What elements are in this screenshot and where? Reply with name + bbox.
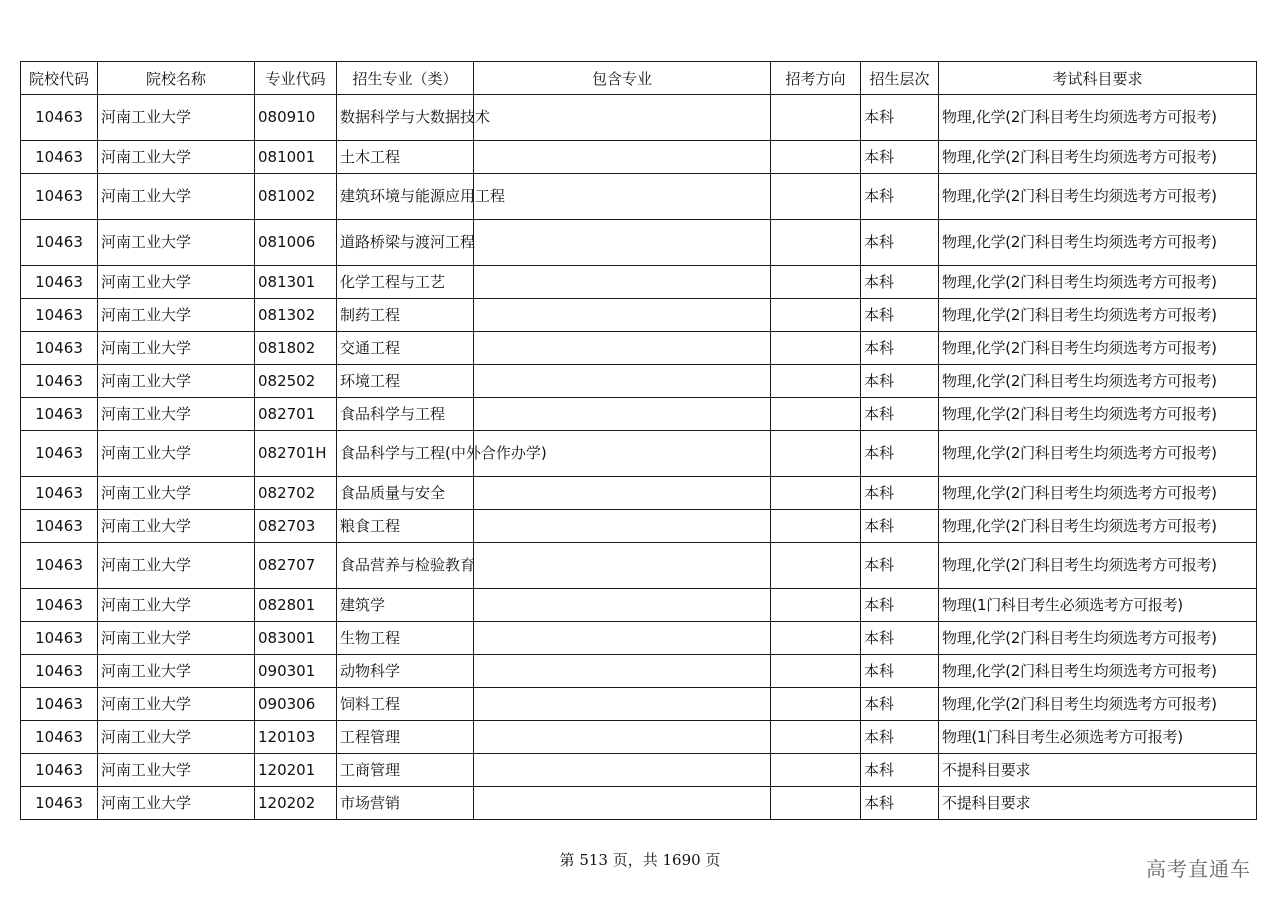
cell-school-name: 河南工业大学 — [98, 141, 255, 174]
table-row — [21, 721, 1257, 754]
cell-level: 本科 — [861, 299, 939, 332]
cell-school-code: 10463 — [21, 365, 98, 398]
table-body — [21, 95, 1257, 820]
cell-included-majors — [474, 688, 771, 721]
cell-subject-requirements: 物理,化学(2门科目考生均须选考方可报考) — [939, 141, 1257, 174]
cell-school-code: 10463 — [21, 477, 98, 510]
cell-level: 本科 — [861, 589, 939, 622]
table-row — [21, 622, 1257, 655]
cell-school-code: 10463 — [21, 721, 98, 754]
cell-subject-requirements: 物理,化学(2门科目考生均须选考方可报考) — [939, 688, 1257, 721]
header-major: 招生专业（类） — [337, 62, 474, 95]
cell-school-code: 10463 — [21, 174, 98, 220]
cell-direction — [771, 510, 861, 543]
header-included-majors: 包含专业 — [474, 62, 771, 95]
cell-school-code: 10463 — [21, 431, 98, 477]
cell-included-majors — [474, 622, 771, 655]
table-row — [21, 688, 1257, 721]
cell-level: 本科 — [861, 332, 939, 365]
cell-direction — [771, 95, 861, 141]
cell-subject-requirements: 物理,化学(2门科目考生均须选考方可报考) — [939, 622, 1257, 655]
header-school-name: 院校名称 — [98, 62, 255, 95]
cell-direction — [771, 688, 861, 721]
cell-subject-requirements: 不提科目要求 — [939, 754, 1257, 787]
cell-school-name: 河南工业大学 — [98, 299, 255, 332]
cell-school-name: 河南工业大学 — [98, 543, 255, 589]
table-row — [21, 174, 1257, 220]
cell-subject-requirements: 物理(1门科目考生必须选考方可报考) — [939, 589, 1257, 622]
table-row — [21, 220, 1257, 266]
cell-major: 制药工程 — [337, 299, 474, 332]
cell-subject-requirements: 物理,化学(2门科目考生均须选考方可报考) — [939, 477, 1257, 510]
cell-school-code: 10463 — [21, 787, 98, 820]
cell-major-code: 081002 — [255, 174, 337, 220]
cell-major-code: 080910 — [255, 95, 337, 141]
cell-included-majors — [474, 543, 771, 589]
cell-direction — [771, 754, 861, 787]
cell-major-code: 081802 — [255, 332, 337, 365]
cell-major: 数据科学与大数据技术 — [337, 95, 474, 141]
header-subject-requirements: 考试科目要求 — [939, 62, 1257, 95]
cell-major-code: 081006 — [255, 220, 337, 266]
cell-major: 粮食工程 — [337, 510, 474, 543]
cell-major: 建筑环境与能源应用工程 — [337, 174, 474, 220]
cell-included-majors — [474, 398, 771, 431]
cell-subject-requirements: 物理,化学(2门科目考生均须选考方可报考) — [939, 266, 1257, 299]
header-level: 招生层次 — [861, 62, 939, 95]
cell-school-name: 河南工业大学 — [98, 365, 255, 398]
cell-subject-requirements: 物理(1门科目考生必须选考方可报考) — [939, 721, 1257, 754]
cell-level: 本科 — [861, 141, 939, 174]
cell-major-code: 082707 — [255, 543, 337, 589]
cell-direction — [771, 543, 861, 589]
table-header — [21, 62, 1257, 95]
cell-subject-requirements: 不提科目要求 — [939, 787, 1257, 820]
cell-included-majors — [474, 365, 771, 398]
cell-major-code: 083001 — [255, 622, 337, 655]
table-row — [21, 299, 1257, 332]
cell-included-majors — [474, 299, 771, 332]
cell-major-code: 082801 — [255, 589, 337, 622]
cell-included-majors — [474, 266, 771, 299]
cell-major: 土木工程 — [337, 141, 474, 174]
cell-major-code: 090306 — [255, 688, 337, 721]
cell-school-code: 10463 — [21, 141, 98, 174]
table-row — [21, 266, 1257, 299]
cell-school-code: 10463 — [21, 220, 98, 266]
cell-level: 本科 — [861, 266, 939, 299]
cell-major-code: 120202 — [255, 787, 337, 820]
cell-subject-requirements: 物理,化学(2门科目考生均须选考方可报考) — [939, 220, 1257, 266]
cell-school-name: 河南工业大学 — [98, 754, 255, 787]
cell-level: 本科 — [861, 754, 939, 787]
cell-direction — [771, 266, 861, 299]
cell-school-name: 河南工业大学 — [98, 332, 255, 365]
table-row — [21, 95, 1257, 141]
cell-level: 本科 — [861, 787, 939, 820]
cell-included-majors — [474, 787, 771, 820]
cell-included-majors — [474, 477, 771, 510]
cell-school-code: 10463 — [21, 622, 98, 655]
cell-school-name: 河南工业大学 — [98, 721, 255, 754]
cell-school-code: 10463 — [21, 589, 98, 622]
table-row — [21, 787, 1257, 820]
cell-subject-requirements: 物理,化学(2门科目考生均须选考方可报考) — [939, 655, 1257, 688]
cell-major: 交通工程 — [337, 332, 474, 365]
cell-school-name: 河南工业大学 — [98, 655, 255, 688]
table-row — [21, 477, 1257, 510]
cell-included-majors — [474, 95, 771, 141]
cell-level: 本科 — [861, 431, 939, 477]
cell-level: 本科 — [861, 174, 939, 220]
cell-subject-requirements: 物理,化学(2门科目考生均须选考方可报考) — [939, 398, 1257, 431]
cell-school-name: 河南工业大学 — [98, 220, 255, 266]
cell-major: 食品科学与工程 — [337, 398, 474, 431]
table-row — [21, 141, 1257, 174]
table-row — [21, 431, 1257, 477]
cell-subject-requirements: 物理,化学(2门科目考生均须选考方可报考) — [939, 174, 1257, 220]
cell-included-majors — [474, 721, 771, 754]
cell-school-name: 河南工业大学 — [98, 266, 255, 299]
cell-direction — [771, 365, 861, 398]
cell-school-name: 河南工业大学 — [98, 510, 255, 543]
cell-included-majors — [474, 589, 771, 622]
cell-direction — [771, 622, 861, 655]
cell-school-name: 河南工业大学 — [98, 589, 255, 622]
cell-school-code: 10463 — [21, 95, 98, 141]
cell-direction — [771, 398, 861, 431]
watermark-logo-text: 高考直通车 — [1146, 857, 1251, 881]
cell-level: 本科 — [861, 543, 939, 589]
cell-major: 饲料工程 — [337, 688, 474, 721]
cell-included-majors — [474, 332, 771, 365]
cell-subject-requirements: 物理,化学(2门科目考生均须选考方可报考) — [939, 543, 1257, 589]
cell-major: 建筑学 — [337, 589, 474, 622]
cell-level: 本科 — [861, 220, 939, 266]
cell-subject-requirements: 物理,化学(2门科目考生均须选考方可报考) — [939, 95, 1257, 141]
cell-school-name: 河南工业大学 — [98, 398, 255, 431]
cell-included-majors — [474, 754, 771, 787]
cell-school-name: 河南工业大学 — [98, 688, 255, 721]
cell-school-code: 10463 — [21, 754, 98, 787]
table-row — [21, 589, 1257, 622]
table-row — [21, 365, 1257, 398]
cell-school-code: 10463 — [21, 266, 98, 299]
cell-major: 动物科学 — [337, 655, 474, 688]
table-row — [21, 543, 1257, 589]
cell-major: 生物工程 — [337, 622, 474, 655]
cell-school-code: 10463 — [21, 543, 98, 589]
cell-major: 道路桥梁与渡河工程 — [337, 220, 474, 266]
cell-school-name: 河南工业大学 — [98, 622, 255, 655]
cell-school-code: 10463 — [21, 655, 98, 688]
cell-direction — [771, 431, 861, 477]
cell-major: 食品科学与工程(中外合作办学) — [337, 431, 474, 477]
table-row — [21, 398, 1257, 431]
admissions-table — [20, 61, 1257, 820]
cell-level: 本科 — [861, 510, 939, 543]
cell-direction — [771, 332, 861, 365]
cell-school-code: 10463 — [21, 332, 98, 365]
cell-major: 市场营销 — [337, 787, 474, 820]
cell-school-code: 10463 — [21, 688, 98, 721]
cell-major: 食品营养与检验教育 — [337, 543, 474, 589]
cell-school-name: 河南工业大学 — [98, 95, 255, 141]
cell-level: 本科 — [861, 721, 939, 754]
cell-level: 本科 — [861, 622, 939, 655]
cell-included-majors — [474, 174, 771, 220]
header-major-code: 专业代码 — [255, 62, 337, 95]
cell-major-code: 082702 — [255, 477, 337, 510]
cell-level: 本科 — [861, 655, 939, 688]
cell-school-name: 河南工业大学 — [98, 787, 255, 820]
cell-school-code: 10463 — [21, 510, 98, 543]
cell-level: 本科 — [861, 365, 939, 398]
cell-major-code: 082701 — [255, 398, 337, 431]
cell-direction — [771, 787, 861, 820]
header-direction: 招考方向 — [771, 62, 861, 95]
cell-major: 工商管理 — [337, 754, 474, 787]
cell-major-code: 082701H — [255, 431, 337, 477]
cell-level: 本科 — [861, 477, 939, 510]
cell-major-code: 081301 — [255, 266, 337, 299]
cell-major-code: 120201 — [255, 754, 337, 787]
cell-subject-requirements: 物理,化学(2门科目考生均须选考方可报考) — [939, 332, 1257, 365]
cell-direction — [771, 477, 861, 510]
cell-major: 化学工程与工艺 — [337, 266, 474, 299]
cell-included-majors — [474, 220, 771, 266]
cell-direction — [771, 141, 861, 174]
cell-school-name: 河南工业大学 — [98, 174, 255, 220]
cell-direction — [771, 589, 861, 622]
table-row — [21, 655, 1257, 688]
table-row — [21, 754, 1257, 787]
table-row — [21, 510, 1257, 543]
cell-major-code: 090301 — [255, 655, 337, 688]
cell-major-code: 082502 — [255, 365, 337, 398]
cell-major-code: 081302 — [255, 299, 337, 332]
cell-included-majors — [474, 655, 771, 688]
cell-major-code: 082703 — [255, 510, 337, 543]
cell-major: 工程管理 — [337, 721, 474, 754]
cell-level: 本科 — [861, 398, 939, 431]
cell-level: 本科 — [861, 95, 939, 141]
cell-direction — [771, 220, 861, 266]
cell-direction — [771, 721, 861, 754]
cell-direction — [771, 655, 861, 688]
cell-subject-requirements: 物理,化学(2门科目考生均须选考方可报考) — [939, 365, 1257, 398]
cell-major: 环境工程 — [337, 365, 474, 398]
cell-direction — [771, 174, 861, 220]
cell-school-code: 10463 — [21, 299, 98, 332]
cell-school-name: 河南工业大学 — [98, 477, 255, 510]
cell-included-majors — [474, 510, 771, 543]
cell-level: 本科 — [861, 688, 939, 721]
cell-subject-requirements: 物理,化学(2门科目考生均须选考方可报考) — [939, 299, 1257, 332]
cell-school-name: 河南工业大学 — [98, 431, 255, 477]
header-school-code: 院校代码 — [21, 62, 98, 95]
cell-subject-requirements: 物理,化学(2门科目考生均须选考方可报考) — [939, 431, 1257, 477]
cell-major: 食品质量与安全 — [337, 477, 474, 510]
cell-major-code: 120103 — [255, 721, 337, 754]
page-number: 第 513 页，共 1690 页 — [559, 851, 721, 869]
cell-major-code: 081001 — [255, 141, 337, 174]
table-row — [21, 332, 1257, 365]
header-row — [21, 62, 1257, 95]
cell-included-majors — [474, 141, 771, 174]
cell-subject-requirements: 物理,化学(2门科目考生均须选考方可报考) — [939, 510, 1257, 543]
cell-school-code: 10463 — [21, 398, 98, 431]
cell-direction — [771, 299, 861, 332]
